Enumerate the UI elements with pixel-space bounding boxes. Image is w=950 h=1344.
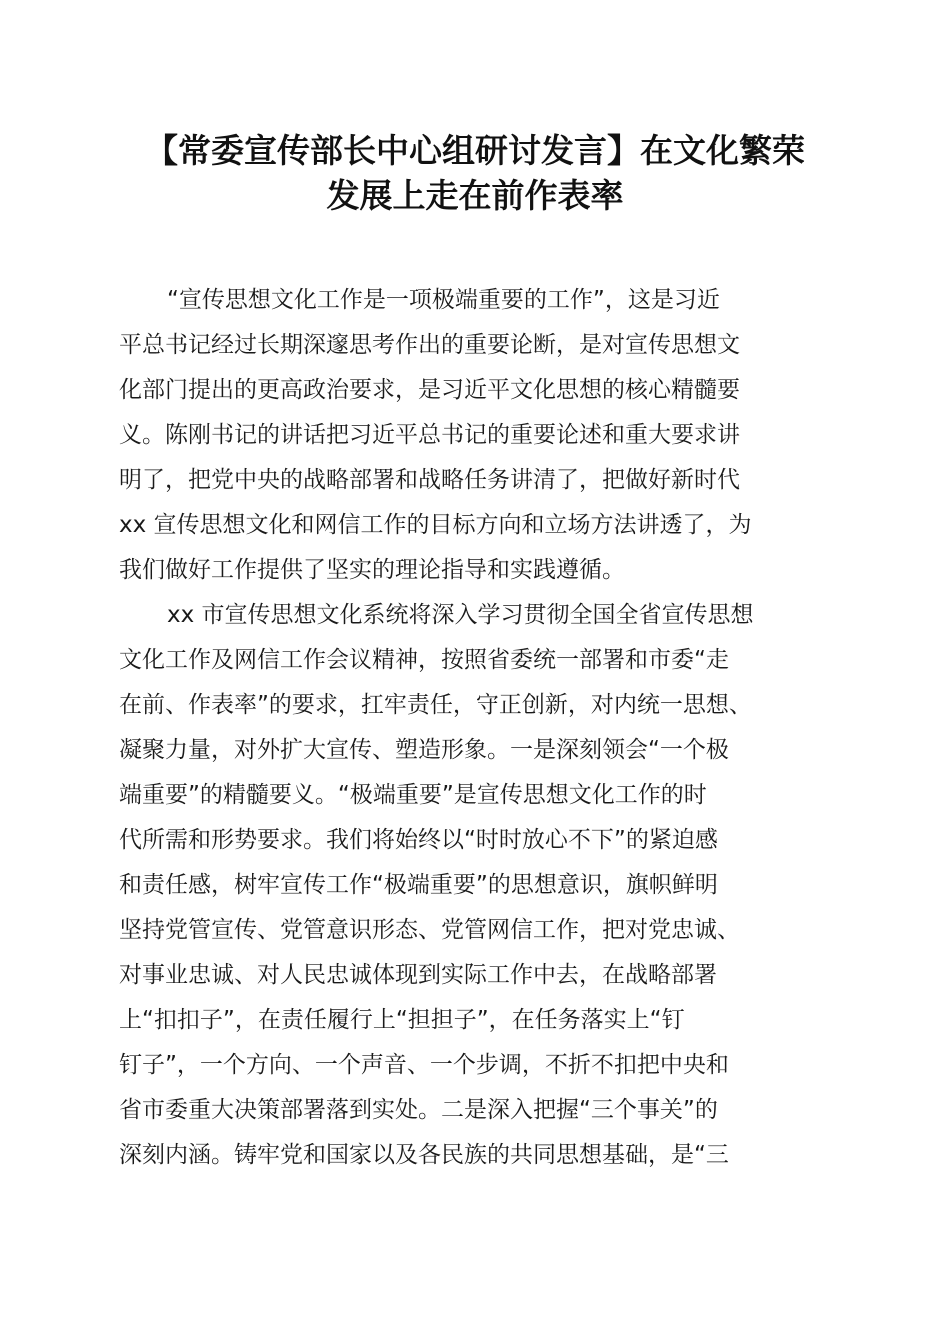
paragraph-line: 我们做好工作提供了坚实的理论指导和实践遵循。 [119,557,625,583]
paragraph-line: 义。陈刚书记的讲话把习近平总书记的重要论述和重大要求讲 [119,422,740,448]
paragraph-line: 明了，把党中央的战略部署和战略任务讲清了，把做好新时代 [119,467,740,493]
paragraph-line: xx 市宣传思想文化系统将深入学习贯彻全国全省宣传思想 [167,602,754,628]
paragraph-line: 深刻内涵。铸牢党和国家以及各民族的共同思想基础，是“三 [119,1142,729,1168]
paragraph-line: 上“扣扣子”，在责任履行上“担担子”，在任务落实上“钉 [119,1007,685,1033]
paragraph-line: 坚持党管宣传、党管意识形态、党管网信工作，把对党忠诚、 [119,917,740,943]
document-title [100,128,850,218]
paragraph-line: 平总书记经过长期深邃思考作出的重要论断，是对宣传思想文 [119,332,740,358]
paragraph-line: 钉子”，一个方向、一个声音、一个步调，不折不扣把中央和 [119,1052,729,1078]
document-body [119,278,824,1178]
paragraph-line: 文化工作及网信工作会议精神，按照省委统一部署和市委“走 [119,647,729,673]
paragraph-line: 在前、作表率”的要求，扛牢责任，守正创新，对内统一思想、 [119,692,752,718]
paragraph-line: 对事业忠诚、对人民忠诚体现到实际工作中去，在战略部署 [119,962,717,988]
paragraph-line: 化部门提出的更高政治要求，是习近平文化思想的核心精髓要 [119,377,740,403]
paragraph-1 [119,278,824,593]
paragraph-line: xx 宣传思想文化和网信工作的目标方向和立场方法讲透了，为 [119,512,752,538]
paragraph-line: 凝聚力量，对外扩大宣传、塑造形象。一是深刻领会“一个极 [119,737,729,763]
paragraph-line: 端重要”的精髓要义。“极端重要”是宣传思想文化工作的时 [119,782,707,808]
paragraph-line: 省市委重大决策部署落到实处。二是深入把握“三个事关”的 [119,1097,718,1123]
title-line-2: 发展上走在前作表率 [326,176,624,215]
paragraph-line: 代所需和形势要求。我们将始终以“时时放心不下”的紧迫感 [119,827,718,853]
paragraph-line: 和责任感，树牢宣传工作“极端重要”的思想意识，旗帜鲜明 [119,872,718,898]
paragraph-2 [119,593,824,1178]
title-line-1: 【常委宣传部长中心组研讨发言】在文化繁荣 [145,131,805,170]
paragraph-line: “宣传思想文化工作是一项极端重要的工作”，这是习近 [167,287,720,313]
